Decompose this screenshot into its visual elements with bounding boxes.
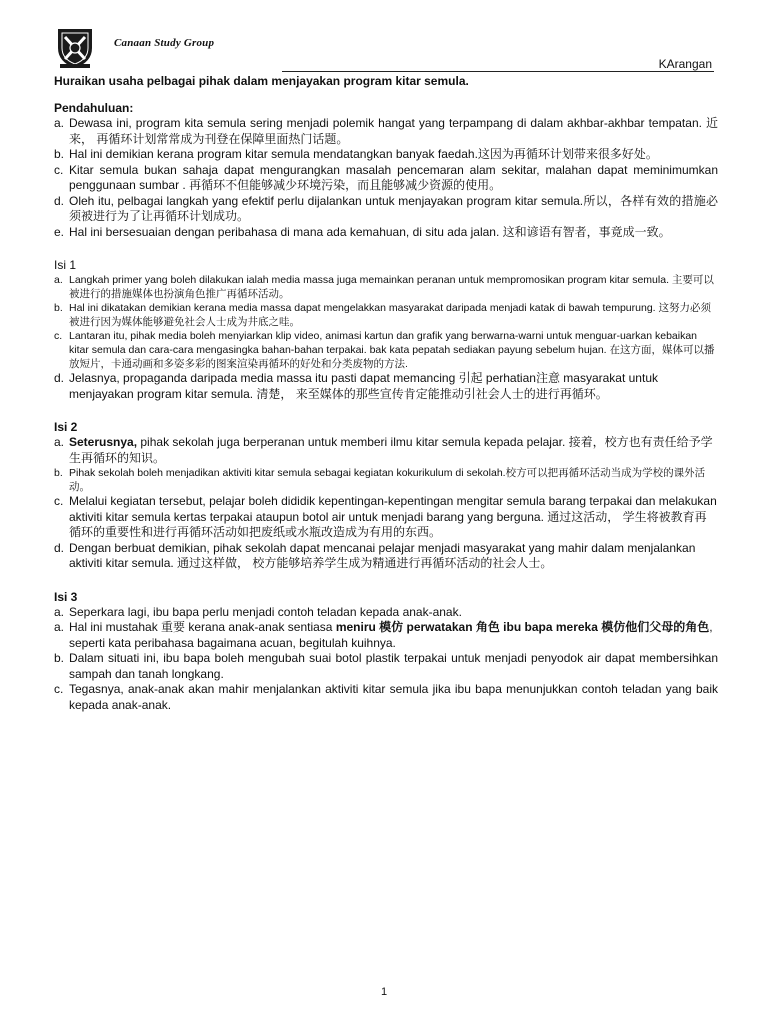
section-list-isi-3	[54, 605, 718, 714]
essay-title: Huraikan usaha pelbagai pihak dalam menjayakan program kitar semula.	[54, 74, 469, 88]
list-item: d. Jelasnya, propaganda daripada media massa itu pasti dapat memancing 引起 perhatian注意 masyarakat untuk menjayakan program kitar semula. 清楚， 来至媒体的那些宣传肯定能推动引社会人士的进行再循环。	[54, 371, 658, 401]
list-item: e. Hal ini bersesuaian dengan peribahasa di mana ada kemahuan, di situ ada jalan. 这和谚语有智者，事竟成一致。	[54, 224, 671, 239]
list-item: a. Dewasa ini, program kita semula sering menjadi polemik hangat yang terpampang di dalam akhbar-akhbar tempatan. 近来， 再循环计划常常成为刊登在保障里面热门话题。	[54, 116, 718, 146]
page-number: 1	[380, 986, 388, 998]
list-item: a. Seperkara lagi, ibu bapa perlu menjadi contoh teladan kepada anak-anak.	[54, 604, 462, 619]
list-item: b. Pihak sekolah boleh menjadikan aktiviti kitar semula sebagai kegiatan kokurikulum di sekolah.校方可以把再循环活动当成为学校的课外活动。	[54, 467, 706, 493]
list-item: a. Hal ini mustahak 重要 kerana anak-anak sentiasa meniru 模仿 perwatakan 角色 ibu bapa mereka 模仿他们父母的角色, seperti kata peribahasa bagaimana acuan, begitulah kuihnya.	[54, 620, 713, 650]
list-item: b. Dalam situati ini, ibu bapa boleh mengubah suai botol plastik terpakai untuk menjadi penyodok air dapat membersihkan sampah dan tanah longkang.	[54, 651, 718, 681]
list-item: a. Langkah primer yang boleh dilakukan ialah media massa juga memainkan peranan untuk mempromosikan program kitar semula. 主要可以被进行的措施媒体也扮演角色推广再循环活动。	[54, 274, 714, 300]
list-item: c. Lantaran itu, pihak media boleh menyiarkan klip video, animasi kartun dan grafik yang berwarna-warni untuk menguar-uarkan kebaikan kitar semula dan cara-cara mengasingka bahan-bahan terpakai. bak kata pepatah sediakan payung sebelum hujan. 在这方面，媒体可以播放短片，卡通动画和多姿多彩的图案渲染再循环的好处和分类废物的方法.	[54, 330, 715, 370]
list-item: d. Dengan berbuat demikian, pihak sekolah dapat mencanai pelajar menjadi masyarakat yang mahir dalam menjalankan aktiviti kitar semula. 通过这样做， 校方能够培养学生成为精通进行再循环活动的社会人士。	[54, 540, 696, 570]
list-item: b. Hal ini dikatakan demikian kerana media massa dapat mengelakkan masyarakat daripada menjadi katak di bawah tempurung. 这努力必须被进行因为媒体能够避免社会人士成为井底之哇。	[54, 302, 711, 328]
header-rule	[282, 71, 714, 72]
school-crest-logo	[52, 24, 98, 70]
list-item: a. Seterusnya, pihak sekolah juga berperanan untuk memberi ilmu kitar semula kepada pelajar. 接着，校方也有责任给予学生再循环的知识。	[54, 435, 713, 465]
section-heading-isi-3: Isi 3	[54, 589, 78, 604]
topic-label: KArangan	[658, 57, 712, 71]
essay-content	[54, 74, 718, 731]
section-heading-isi-2: Isi 2	[54, 420, 78, 434]
section-list-isi-1	[54, 273, 718, 402]
list-item: c. Tegasnya, anak-anak akan mahir menjalankan aktiviti kitar semula jika ibu bapa menunjukkan contoh teladan yang baik kepada anak-anak.	[54, 682, 718, 712]
section-heading-pendahuluan: Pendahuluan:	[54, 101, 134, 115]
section-list-isi-2	[54, 435, 718, 572]
list-item: b. Hal ini demikian kerana program kitar semula mendatangkan banyak faedah.这因为再循环计划带来很多好处。	[54, 147, 658, 161]
page-header	[52, 24, 720, 74]
section-heading-isi-1: Isi 1	[54, 258, 77, 272]
brand-name: Canaan Study Group	[114, 37, 215, 49]
list-item: c. Melalui kegiatan tersebut, pelajar boleh dididik kepentingan-kepentingan mengitar semula barang terpakai dan melakukan aktiviti kitar semula kertas terpakai ataupun botol air untuk menjadi barang yang berguna. 通过这活动， 学生将被教育再循环的重要性和进行再循环活动如把废纸或水瓶改造成为有用的东西。	[54, 494, 717, 539]
list-item: c. Kitar semula bukan sahaja dapat mengurangkan masalah pencemaran alam sekitar, malahan dapat meminimumkan penggunaan sumbar . 再循环不但能够减少环境污染，而且能够减少资源的使用。	[54, 162, 718, 192]
section-list-pendahuluan	[54, 116, 718, 240]
list-item: d. Oleh itu, pelbagai langkah yang efektif perlu dijalankan untuk menjayakan program kitar semula.所以，各样有效的措施必须被进行为了让再循环计划成功。	[54, 193, 718, 223]
